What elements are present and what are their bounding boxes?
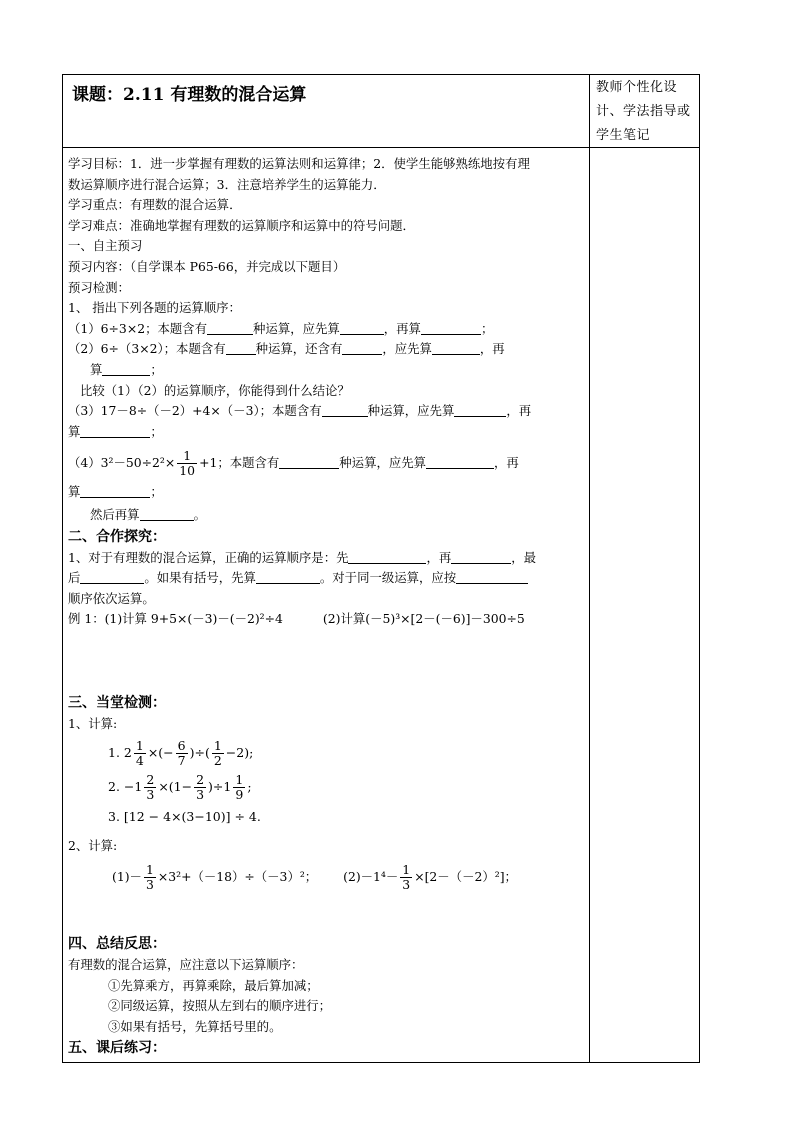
answer-blank[interactable]: [348, 550, 426, 564]
summary-intro: 有理数的混合运算，应注意以下运算顺序：: [68, 957, 304, 973]
explore-heading: 二、合作探究：: [68, 528, 166, 545]
answer-blank[interactable]: [80, 570, 144, 584]
summary-heading: 四、总结反思：: [68, 936, 166, 953]
question-intro: 1、 指出下列各题的运算顺序：: [68, 300, 241, 316]
question-4: （4）3²－50÷2²× $\frac{1}{10}$ +1；本题含有 种运算，应先算 ，再: [68, 448, 519, 479]
question-4-cont: 算 ；: [68, 484, 163, 500]
exercise-3: 3. [12 − 4×(3−10)] ÷ 4.: [108, 809, 261, 825]
calc-2-exercises: (1)－ $\frac{1}{3}$ ×3²+（－18）÷（－3）²； (2)－1⁴－ $\frac{1}{3}$ ×[2－（－2）²]；: [112, 862, 517, 893]
objective-line-2: 数运算顺序进行混合运算；3．注意培养学生的运算能力．: [68, 176, 386, 192]
lesson-content: [68, 154, 584, 1059]
lesson-title: 课题：2.11 有理数的混合运算: [72, 85, 307, 105]
answer-blank[interactable]: [80, 424, 150, 438]
side-note-label: 教师个性化设计、学法指导或学生笔记: [596, 80, 691, 143]
answer-blank[interactable]: [421, 321, 481, 335]
objective-line-1: 学习目标：1．进一步掌握有理数的运算法则和运算律；2．使学生能够熟练地按有理: [68, 156, 530, 171]
explore-line-3: 顺序依次运算。: [68, 590, 155, 606]
answer-blank[interactable]: [80, 484, 150, 498]
question-2-cont: 算 ；: [90, 361, 163, 377]
question-4-last: 然后再算 。: [90, 506, 206, 522]
question-3-cont: 算 ；: [68, 423, 163, 439]
answer-blank[interactable]: [342, 341, 382, 355]
explore-line-1: 1、对于有理数的混合运算，正确的运算顺序是：先 ，再 ，最: [68, 549, 537, 565]
summary-rule-3: ③如果有括号，先算括号里的。: [108, 1018, 282, 1034]
question-1: （1）6÷3×2；本题含有 种运算，应先算 ，再算 ；: [68, 320, 494, 336]
answer-blank[interactable]: [456, 570, 528, 584]
answer-blank[interactable]: [226, 341, 256, 355]
answer-blank[interactable]: [454, 403, 506, 417]
preview-content: 预习内容：（自学课本 P65-66，并完成以下题目）: [68, 258, 346, 274]
question-2: （2）6÷（3×2）；本题含有 种运算，还含有 ，应先算 ，再: [68, 341, 505, 357]
exercise-2: 2. −1 $\frac{2}{3}$ ×(1− $\frac{2}{3}$ )÷1 $\frac{1}{9}$ ;: [108, 772, 252, 803]
side-notes-cell: [589, 147, 700, 1063]
answer-blank[interactable]: [140, 507, 194, 521]
answer-blank[interactable]: [451, 550, 511, 564]
fraction: $\frac{1}{10}$: [179, 448, 196, 479]
compare-question: 比较（1）（2）的运算顺序，你能得到什么结论？: [80, 382, 350, 398]
summary-rule-2: ②同级运算，按照从左到右的顺序进行；: [108, 998, 332, 1014]
preview-heading: 一、自主预习: [68, 238, 143, 254]
calc-1-label: 1、计算:: [68, 715, 118, 731]
answer-blank[interactable]: [322, 403, 368, 417]
key-point: 学习重点：有理数的混合运算．: [68, 197, 242, 213]
question-3: （3）17－8÷（－2）+4×（－3）；本题含有 种运算，应先算 ，再: [68, 403, 532, 419]
homework-heading: 五、课后练习：: [68, 1040, 166, 1057]
preview-check: 预习检测：: [68, 279, 130, 295]
exercise-1: 1. 2 $\frac{1}{4}$ ×(− $\frac{6}{7}$ )÷( $\frac{1}{2}$ −2);: [108, 738, 254, 769]
answer-blank[interactable]: [102, 362, 150, 376]
calc-2-label: 2、计算:: [68, 838, 118, 854]
summary-rule-1: ①先算乘方，再算乘除，最后算加减；: [108, 977, 319, 993]
explore-line-2: 后 。如果有括号，先算 。对于同一级运算，应按: [68, 568, 584, 589]
answer-blank[interactable]: [207, 321, 253, 335]
answer-blank[interactable]: [256, 570, 320, 584]
answer-blank[interactable]: [432, 341, 480, 355]
worksheet-table: [62, 74, 700, 1063]
answer-blank[interactable]: [426, 455, 494, 469]
check-heading: 三、当堂检测：: [68, 694, 166, 711]
answer-blank[interactable]: [279, 455, 339, 469]
answer-blank[interactable]: [340, 321, 384, 335]
example-1: 例 1：(1)计算 9+5×(－3)－(－2)²÷4 (2)计算(－5)³×[2－(－6)]－300÷5: [68, 611, 525, 627]
difficulty: 学习难点：准确地掌握有理数的运算顺序和运算中的符号问题．: [68, 217, 415, 233]
